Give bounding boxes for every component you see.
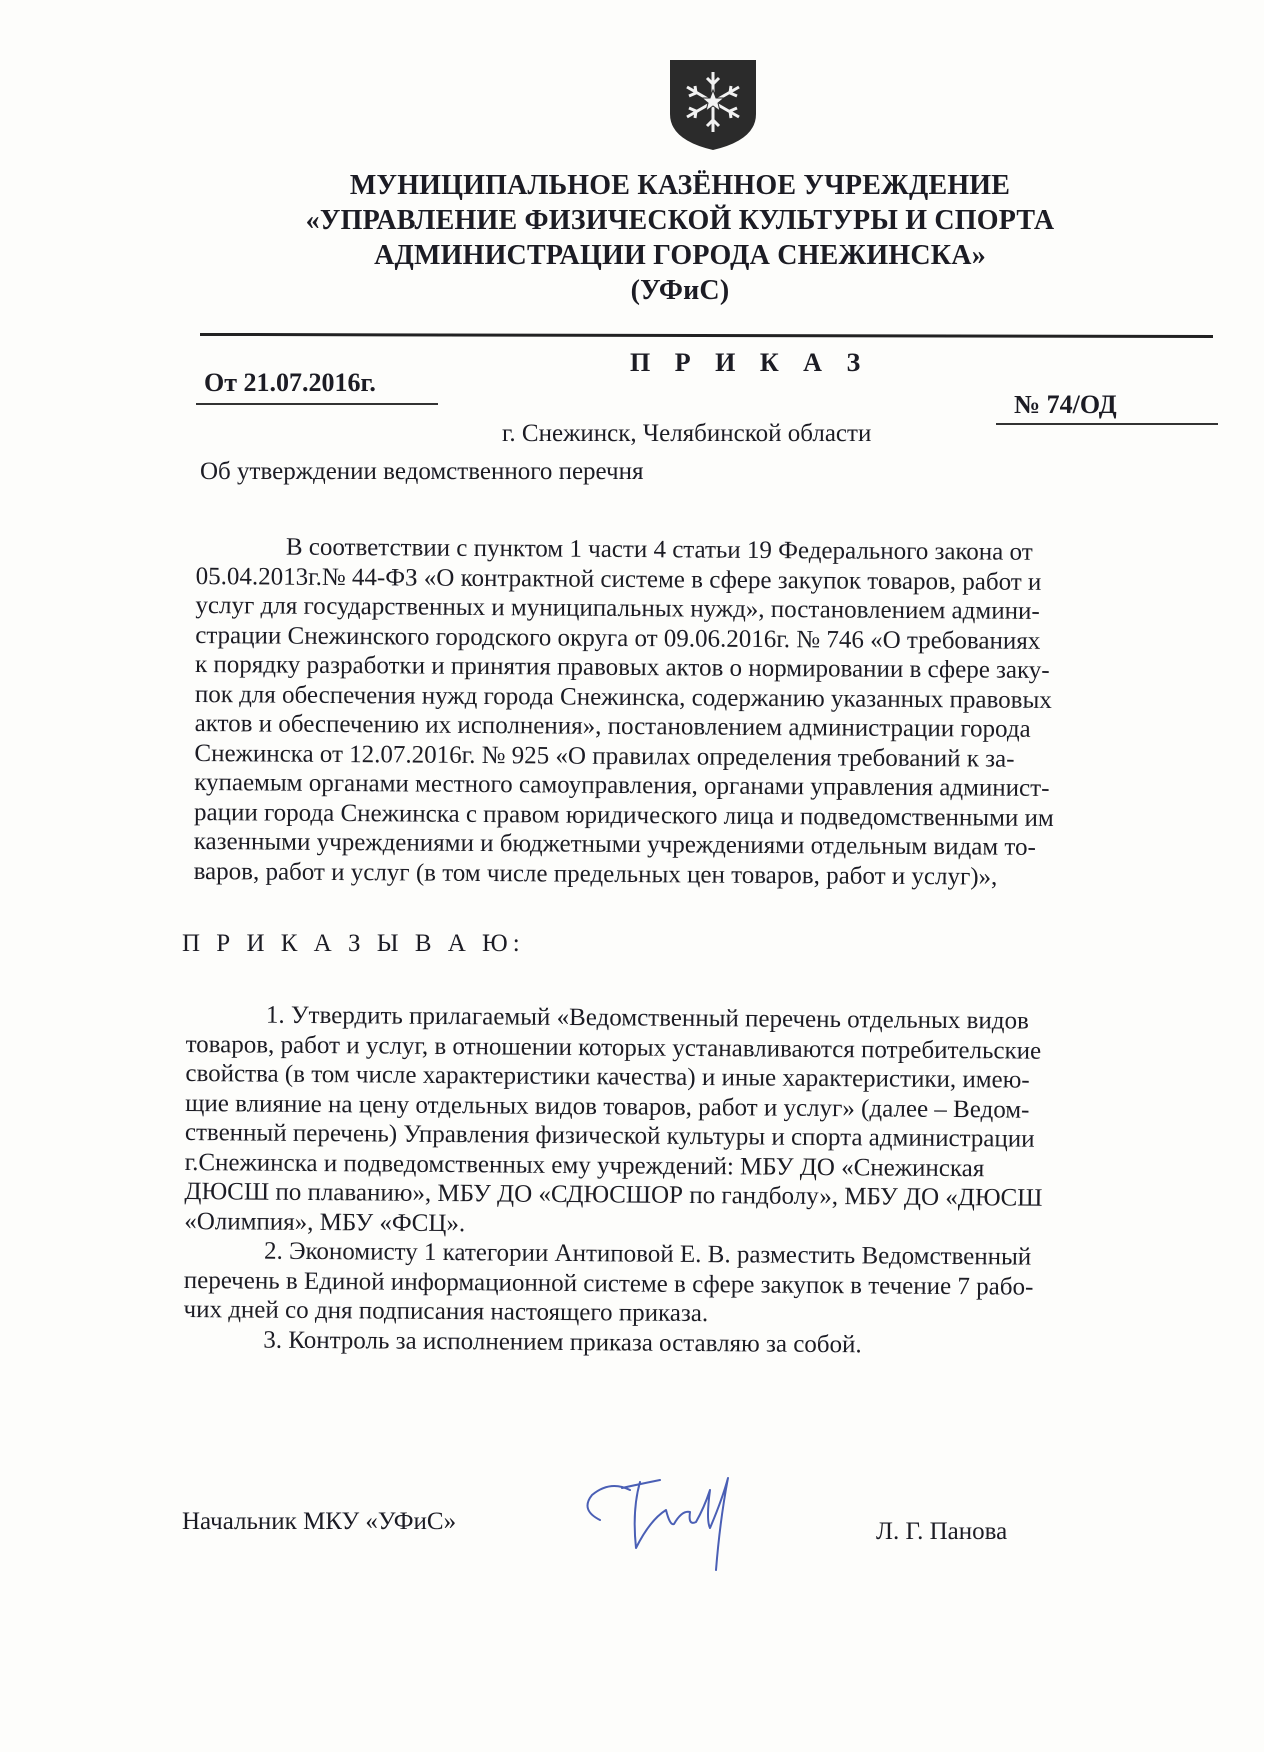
city-coat-of-arms-icon xyxy=(666,56,760,152)
preamble-line: услуг для государственных и муниципальных нужд», постановлением админи- xyxy=(195,591,1040,625)
preamble-line: варов, работ и услуг (в том числе предельных цен товаров, работ и услуг)», xyxy=(193,857,998,891)
preamble-line: 05.04.2013г.№ 44-ФЗ «О контрактной системе в сфере закупок товаров, работ и xyxy=(195,562,1042,596)
signatory-name: Л. Г. Панова xyxy=(876,1518,1008,1545)
header-divider xyxy=(200,333,1213,338)
preamble-line: страции Снежинского городского округа от 09.06.2016г. № 746 «О требованиях xyxy=(195,621,1041,655)
number-underline xyxy=(996,423,1218,425)
order-directive: П Р И К А З Ы В А Ю: xyxy=(182,930,525,957)
item-line: ДЮСШ по плаванию», МБУ ДО «СДЮСШОР по гандболу», МБУ ДО «ДЮСШ xyxy=(184,1177,1043,1212)
preamble-line: казенными учреждениями и бюджетными учреждениями отдельным видам то- xyxy=(193,827,1036,861)
preamble-line: рации города Снежинска с правом юридического лица и подведомственными им xyxy=(193,798,1054,832)
org-abbreviation: (УФиС) xyxy=(630,275,730,306)
preamble-line: В соответствии с пунктом 1 части 4 статьи 19 Федерального закона от xyxy=(285,533,1033,566)
org-line-1: МУНИЦИПАЛЬНОЕ КАЗЁННОЕ УЧРЕЖДЕНИЕ xyxy=(349,170,1011,201)
item-line: «Олимпия», МБУ «ФСЦ». xyxy=(184,1207,466,1237)
item-line: 1. Утвердить прилагаемый «Ведомственный перечень отдельных видов xyxy=(265,1001,1029,1035)
item-line: перечень в Единой информационной системе в сфере закупок в течение 7 рабо- xyxy=(183,1266,1034,1301)
item-line: г.Снежинска и подведомственных ему учреждений: МБУ ДО «Снежинская xyxy=(184,1148,985,1182)
order-title: П Р И К А З xyxy=(630,348,870,377)
date-underline xyxy=(196,403,438,405)
preamble-line: к порядку разработки и принятия правовых актов о нормировании в сфере заку- xyxy=(194,650,1050,684)
preamble-line: актов и обеспечению их исполнения», постановлением администрации города xyxy=(194,709,1031,743)
preamble-line: пок для обеспечения нужд города Снежинска, содержанию указанных правовых xyxy=(194,680,1052,714)
org-line-2: «УПРАВЛЕНИЕ ФИЗИЧЕСКОЙ КУЛЬТУРЫ И СПОРТА xyxy=(305,205,1055,236)
order-items xyxy=(183,1000,1202,1362)
item-line: 3. Контроль за исполнением приказа оставляю за собой. xyxy=(263,1326,862,1358)
org-line-3: АДМИНИСТРАЦИИ ГОРОДА СНЕЖИНСКА» xyxy=(374,240,986,271)
order-number: № 74/ОД xyxy=(1014,390,1117,419)
order-city: г. Снежинск, Челябинской области xyxy=(502,420,872,447)
preamble-line: купаемым органами местного самоуправления, органами управления админист- xyxy=(194,768,1050,802)
item-line: щие влияние на цену отдельных видов товаров, работ и услуг» (далее – Ведом- xyxy=(185,1089,1030,1124)
order-date: От 21.07.2016г. xyxy=(204,368,376,397)
order-subject: Об утверждении ведомственного перечня xyxy=(200,458,644,485)
preamble-line: Снежинска от 12.07.2016г. № 925 «О правилах определения требований к за- xyxy=(194,739,1015,773)
handwritten-signature xyxy=(570,1450,770,1580)
organization-header xyxy=(270,168,1090,308)
item-line: ственный перечень) Управления физической культуры и спорта администрации xyxy=(184,1118,1035,1153)
item-line: 2. Экономисту 1 категории Антиповой Е. В. разместить Ведомственный xyxy=(263,1237,1032,1271)
item-line: чих дней со дня подписания настоящего приказа. xyxy=(183,1295,709,1328)
item-line: свойства (в том числе характеристики качества) и иные характеристики, имею- xyxy=(185,1059,1030,1094)
item-line: товаров, работ и услуг, в отношении которых устанавливаются потребительские xyxy=(185,1030,1042,1065)
preamble xyxy=(194,532,1202,893)
signatory-position: Начальник МКУ «УФиС» xyxy=(182,1508,457,1535)
